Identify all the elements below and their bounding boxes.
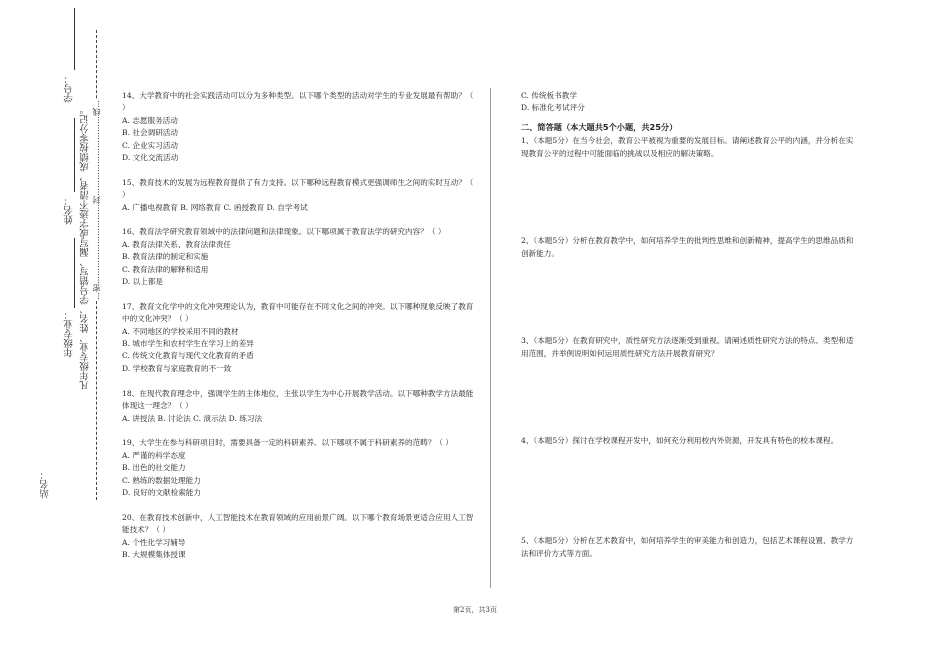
page-footer: 第2页，共3页 [453,606,497,614]
option: B. 出色的社交能力 [122,463,186,473]
option: D. 标准化考试评分 [521,103,585,113]
question-stem: 16、教育法学研究教育领域中的法律问题和法律现象。以下哪项属于教育法学的研究内容？（ ） [122,227,446,237]
question-stem: 19、大学生在参与科研项目时，需要具备一定的科研素养。以下哪项不属于科研素养的范畴？（ ） [122,438,454,448]
option: A. 教育法律关系、教育法律责任 [122,239,232,249]
question-stem: 15、教育技术的发展为远程教育提供了有力支持。以下哪种远程教育模式更强调师生之间的实时互动？（ ） [122,177,474,200]
name-line [74,118,75,192]
option: A. 志愿服务活动 [122,115,178,125]
question-stem: 20、在教育技术创新中，人工智能技术在教育领域的应用前景广阔。以下哪个教育场景更适合应用人工智能技术？（ ） [122,512,474,535]
option: C. 教育法律的解释和适用 [122,264,209,274]
option: A. 严谨的科学态度 [122,450,186,460]
seal-line-text: …密…………………………封…………………………线… [92,100,101,300]
student-id-label: 学号： [64,74,75,103]
question-17 [122,301,477,375]
option: A. 讲授法 B. 讨论法 C. 演示法 D. 练习法 [122,413,263,423]
option: B. 教育法律的制定和实施 [122,252,209,262]
option: A. 不同地区的学校采用不同的教材 [122,326,239,336]
question-20-continued [521,90,856,115]
short-question-5: 5、（本题5分）分析在艺术教育中，如何培养学生的审美能力和创造力，包括艺术课程设置、教学方法和评价方式等方面。 [521,536,854,558]
short-question-3: 3、（本题5分）在教育研究中，质性研究方法逐渐受到重视。请阐述质性研究方法的特点、类型和适用范围，并举例说明如何运用质性研究方法开展教育研究？ [521,336,854,358]
question-14 [122,90,477,164]
short-question-2: 2、（本题5分）分析在教育教学中，如何培养学生的批判性思维和创新精神，提高学生的思维品质和创新能力。 [521,236,854,258]
section-title: 二、简答题（本大题共5个小题，共25分） [521,121,678,132]
question-stem: 18、在现代教育理念中，强调学生的主体地位，主张以学生为中心开展教学活动。以下哪种教学方法最能体现这一理念？（ ） [122,388,474,411]
question-20 [122,512,477,562]
question-19 [122,437,477,499]
name-label: 姓名： [64,196,75,225]
option: D. 良好的文献检索能力 [122,487,201,497]
question-15 [122,177,477,214]
short-question-4: 4、（本题5分）探讨在学校课程开发中，如何充分利用校内外资源，开发具有特色的校本课程。 [521,436,839,446]
column-divider [490,88,491,588]
option: B. 城市学生和农村学生在学习上的差异 [122,339,254,349]
option: B. 社会调研活动 [122,128,178,138]
option: A. 广播电视教育 B. 网络教育 C. 函授教育 D. 自学考试 [122,202,308,212]
option: D. 文化交流活动 [122,153,179,163]
question-16 [122,226,477,288]
notice-text: 凡年级专业、姓名、学号错写、漏写或字迹不清者，成绩按零分记。 [80,105,91,390]
question-stem: 14、大学教育中的社会实践活动可以分为多种类型。以下哪个类型的活动对学生的专业发展最有帮助？（ ） [122,91,474,113]
option: C. 熟练的数据处理能力 [122,475,201,485]
left-column [122,90,477,574]
option: C. 传统文化教育与现代文化教育的矛盾 [122,351,254,361]
student-id-line [74,8,75,70]
class-label: 年级专业： [64,310,75,358]
option: D. 学校教育与家庭教育的不一致 [122,363,232,373]
short-question-1: 1、（本题5分）在当今社会，教育公平被视为重要的发展目标。请阐述教育公平的内涵，并分析在实现教育公平的过程中可能面临的挑战以及相应的解决策略。 [521,136,854,158]
option: C. 企业实习活动 [122,140,178,150]
question-18 [122,388,477,425]
option: B. 大规模集体授课 [122,549,186,559]
option: A. 个性化学习辅导 [122,537,186,547]
binding-margin [0,0,110,672]
class-line [74,238,75,308]
option: C. 传统板书教学 [521,91,577,100]
right-column [521,90,856,560]
question-stem: 17、教育文化学中的文化冲突理论认为，教育中可能存在不同文化之间的冲突。以下哪种现象反映了教育中的文化冲突？（ ） [122,301,474,324]
site-label: 站名： [40,470,51,499]
option: D. 以上都是 [122,277,164,287]
